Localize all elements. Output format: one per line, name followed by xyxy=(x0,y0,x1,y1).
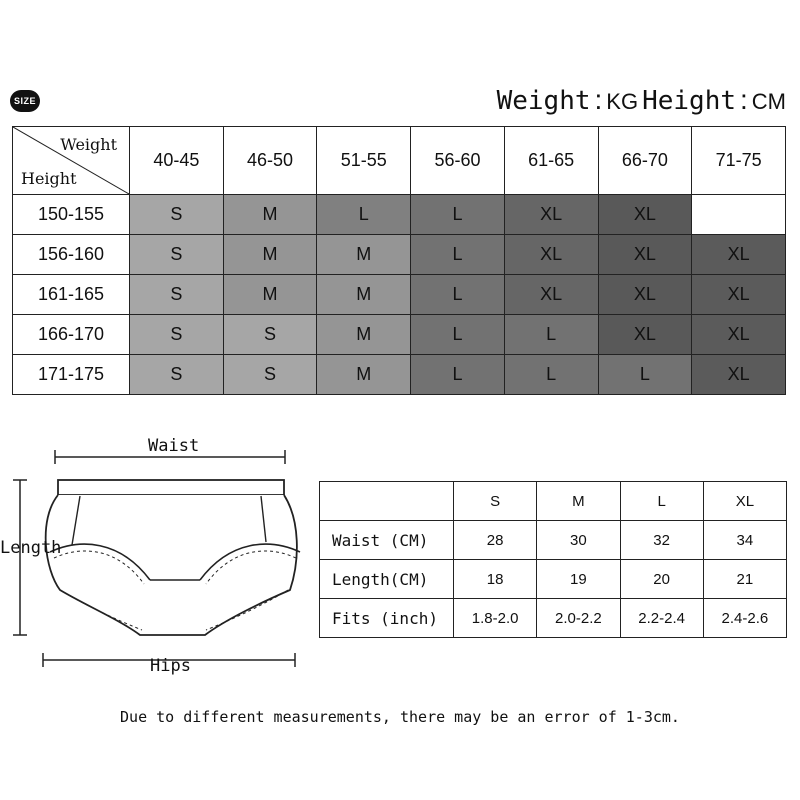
size-cell: XL xyxy=(692,235,786,275)
measurement-label: Length(CM) xyxy=(320,560,454,599)
table-row xyxy=(320,560,787,599)
table-row xyxy=(13,355,786,395)
size-cell: S xyxy=(130,235,224,275)
corner-height-label: Height xyxy=(21,169,77,188)
size-column-header: XL xyxy=(703,482,786,521)
size-cell: XL xyxy=(692,275,786,315)
size-cell: M xyxy=(223,275,317,315)
size-badge: SIZE xyxy=(10,90,40,112)
measurement-value: 2.2-2.4 xyxy=(620,599,703,638)
size-cell: L xyxy=(411,195,505,235)
size-cell: L xyxy=(411,315,505,355)
size-cell: L xyxy=(317,195,411,235)
size-cell: M xyxy=(317,235,411,275)
size-cell: L xyxy=(504,355,598,395)
weight-unit: KG xyxy=(606,89,639,114)
measurement-value: 21 xyxy=(703,560,786,599)
measurement-value: 20 xyxy=(620,560,703,599)
height-unit-label: Height xyxy=(642,86,736,116)
size-cell: M xyxy=(317,315,411,355)
measurement-value: 34 xyxy=(703,521,786,560)
size-cell: XL xyxy=(598,315,692,355)
weight-column-header: 71-75 xyxy=(692,127,786,195)
measurement-table xyxy=(319,481,787,638)
size-cell: L xyxy=(411,235,505,275)
weight-unit-label: Weight xyxy=(496,86,591,116)
size-cell: XL xyxy=(504,195,598,235)
weight-column-header: 51-55 xyxy=(317,127,411,195)
size-column-header: S xyxy=(454,482,537,521)
size-cell: L xyxy=(598,355,692,395)
table-row xyxy=(13,235,786,275)
height-unit: CM xyxy=(751,89,786,114)
table-row xyxy=(13,315,786,355)
size-cell: L xyxy=(411,355,505,395)
measurement-value: 19 xyxy=(537,560,620,599)
units-header xyxy=(497,84,786,116)
waist-label: Waist xyxy=(148,436,200,456)
size-column-header: L xyxy=(620,482,703,521)
weight-column-header: 66-70 xyxy=(598,127,692,195)
size-cell-empty xyxy=(692,195,786,235)
size-cell: XL xyxy=(598,275,692,315)
size-cell: L xyxy=(411,275,505,315)
measurement-value: 2.0-2.2 xyxy=(537,599,620,638)
table-row xyxy=(320,482,787,521)
size-cell: M xyxy=(223,235,317,275)
size-cell: S xyxy=(130,275,224,315)
size-cell: S xyxy=(130,355,224,395)
empty-header-cell xyxy=(320,482,454,521)
length-label: Length xyxy=(0,538,62,558)
weight-column-header: 56-60 xyxy=(411,127,505,195)
size-cell: S xyxy=(130,195,224,235)
measurement-value: 2.4-2.6 xyxy=(703,599,786,638)
size-cell: L xyxy=(504,315,598,355)
size-cell: XL xyxy=(692,315,786,355)
disclaimer-note: Due to different measurements, there may be an error of 1-3cm. xyxy=(120,708,680,726)
height-row-header: 150-155 xyxy=(13,195,130,235)
height-row-header: 166-170 xyxy=(13,315,130,355)
size-cell: S xyxy=(130,315,224,355)
size-cell: XL xyxy=(598,195,692,235)
size-chart-header-row xyxy=(13,127,786,195)
height-row-header: 161-165 xyxy=(13,275,130,315)
size-cell: XL xyxy=(504,275,598,315)
table-row xyxy=(13,195,786,235)
corner-cell xyxy=(13,127,130,195)
hips-label: Hips xyxy=(150,656,191,676)
size-cell: M xyxy=(223,195,317,235)
size-cell: M xyxy=(317,275,411,315)
corner-weight-label: Weight xyxy=(60,135,117,154)
height-row-header: 156-160 xyxy=(13,235,130,275)
height-row-header: 171-175 xyxy=(13,355,130,395)
size-cell: M xyxy=(317,355,411,395)
table-row xyxy=(13,275,786,315)
weight-column-header: 46-50 xyxy=(223,127,317,195)
weight-column-header: 40-45 xyxy=(130,127,224,195)
garment-diagram xyxy=(0,430,310,680)
measurement-value: 30 xyxy=(537,521,620,560)
size-cell: XL xyxy=(504,235,598,275)
size-cell: XL xyxy=(692,355,786,395)
measurement-value: 28 xyxy=(454,521,537,560)
size-chart-table xyxy=(12,126,786,395)
weight-column-header: 61-65 xyxy=(504,127,598,195)
colon: : xyxy=(594,84,603,115)
size-cell: S xyxy=(223,315,317,355)
measurement-value: 32 xyxy=(620,521,703,560)
measurement-value: 18 xyxy=(454,560,537,599)
measurement-label: Waist (CM) xyxy=(320,521,454,560)
measurement-value: 1.8-2.0 xyxy=(454,599,537,638)
size-cell: XL xyxy=(598,235,692,275)
colon: : xyxy=(740,84,748,115)
size-column-header: M xyxy=(537,482,620,521)
measurement-label: Fits (inch) xyxy=(320,599,454,638)
table-row xyxy=(320,599,787,638)
size-cell: S xyxy=(223,355,317,395)
table-row xyxy=(320,521,787,560)
